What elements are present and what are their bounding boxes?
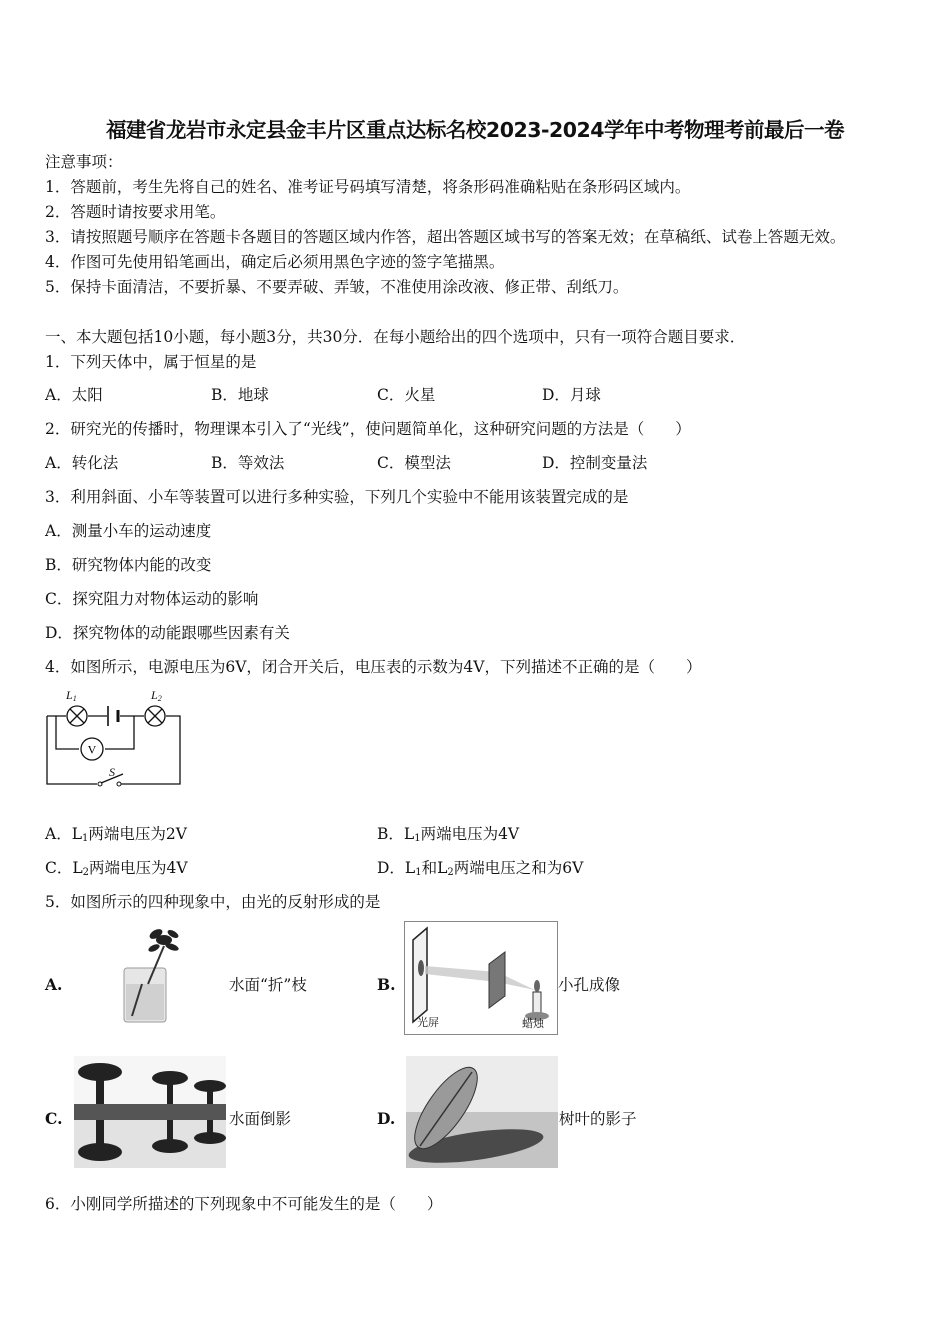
voltmeter-icon (81, 738, 103, 760)
l1-label: L1 (66, 688, 77, 703)
q2-option-c: C．模型法 (377, 454, 451, 472)
q3-option-b: B．研究物体内能的改变 (45, 556, 212, 574)
q1-option-b: B．地球 (211, 386, 269, 404)
q4-stem: 4．如图所示，电源电压为6V，闭合开关后，电压表的示数为4V，下列描述不正确的是（ ） (45, 658, 702, 676)
q5-option-b-caption: 小孔成像 (558, 976, 621, 994)
q5-option-a-caption: 水面“折”枝 (229, 976, 307, 994)
switch-label: S (109, 765, 115, 779)
screen-label: 光屏 (417, 1016, 439, 1029)
lamp-l2-icon (145, 706, 165, 726)
q1-option-c: C．火星 (377, 386, 436, 404)
notice-item: 3．请按照题号顺序在答题卡各题目的答题区域内作答，超出答题区域书写的答案无效；在草稿纸、试卷上答题无效。 (45, 228, 846, 246)
q5-option-d-letter: D. (377, 1109, 396, 1128)
q2-option-b: B．等效法 (211, 454, 285, 472)
q3-option-c: C．探究阻力对物体运动的影响 (45, 590, 259, 608)
notice-item: 2．答题时请按要求用笔。 (45, 203, 226, 221)
q5-option-b-letter: B. (377, 975, 396, 994)
leaf-shadow-image (406, 1056, 558, 1168)
pinhole-image (404, 921, 558, 1035)
battery-icon (108, 706, 118, 726)
notice-item: 5．保持卡面清洁，不要折暴、不要弄破、弄皱，不准使用涂改液、修正带、刮纸刀。 (45, 278, 629, 296)
candle-label: 蜡烛 (522, 1017, 544, 1030)
q4-option-c: C．$L_2$两端电压为4V (45, 859, 188, 878)
q5-option-a-letter: A. (45, 975, 63, 994)
q2-stem: 2．研究光的传播时，物理课本引入了“光线”，使问题简单化，这种研究问题的方法是（ ） (45, 420, 691, 438)
q4-option-b: B．$L_1$两端电压为4V (377, 825, 520, 844)
q4-option-d: D．$L_1$和$L_2$两端电压之和为6V (377, 859, 584, 878)
q3-option-a: A．测量小车的运动速度 (45, 522, 212, 540)
q3-option-d: D．探究物体的动能跟哪些因素有关 (45, 624, 290, 642)
q1-stem: 1．下列天体中，属于恒星的是 (45, 353, 257, 371)
q1-option-d: D．月球 (542, 386, 601, 404)
q3-stem: 3．利用斜面、小车等装置可以进行多种实验，下列几个实验中不能用该装置完成的是 (45, 488, 629, 506)
q5-option-c-letter: C. (45, 1109, 63, 1128)
page-title: 福建省龙岩市永定县金丰片区重点达标名校2023-2024学年中考物理考前最后一卷 (105, 118, 845, 142)
notice-item: 1．答题前，考生先将自己的姓名、准考证号码填写清楚，将条形码准确粘贴在条形码区域内。 (45, 178, 691, 196)
notice-heading: 注意事项： (45, 153, 123, 171)
q4-option-a: A．$L_1$两端电压为2V (45, 825, 187, 844)
q2-option-a: A．转化法 (45, 454, 119, 472)
voltmeter-label: V (87, 742, 97, 757)
section-heading: 一、本大题包括10小题，每小题3分，共30分．在每小题给出的四个选项中，只有一项符合题目要求． (45, 328, 746, 346)
q2-option-d: D．控制变量法 (542, 454, 648, 472)
q5-option-c-caption: 水面倒影 (229, 1110, 292, 1128)
reflection-image (74, 1056, 226, 1168)
notice-item: 4．作图可先使用铅笔画出，确定后必须用黑色字迹的签字笔描黑。 (45, 253, 505, 271)
lamp-l1-icon (67, 706, 87, 726)
q1-option-a: A．太阳 (45, 386, 103, 404)
q5-option-d-caption: 树叶的影子 (559, 1110, 637, 1128)
q5-stem: 5．如图所示的四种现象中，由光的反射形成的是 (45, 893, 381, 911)
q6-stem: 6．小刚同学所描述的下列现象中不可能发生的是（ ） (45, 1195, 443, 1213)
vase-image (118, 926, 184, 1026)
l2-label: L2 (151, 688, 162, 703)
circuit-diagram (44, 686, 184, 788)
